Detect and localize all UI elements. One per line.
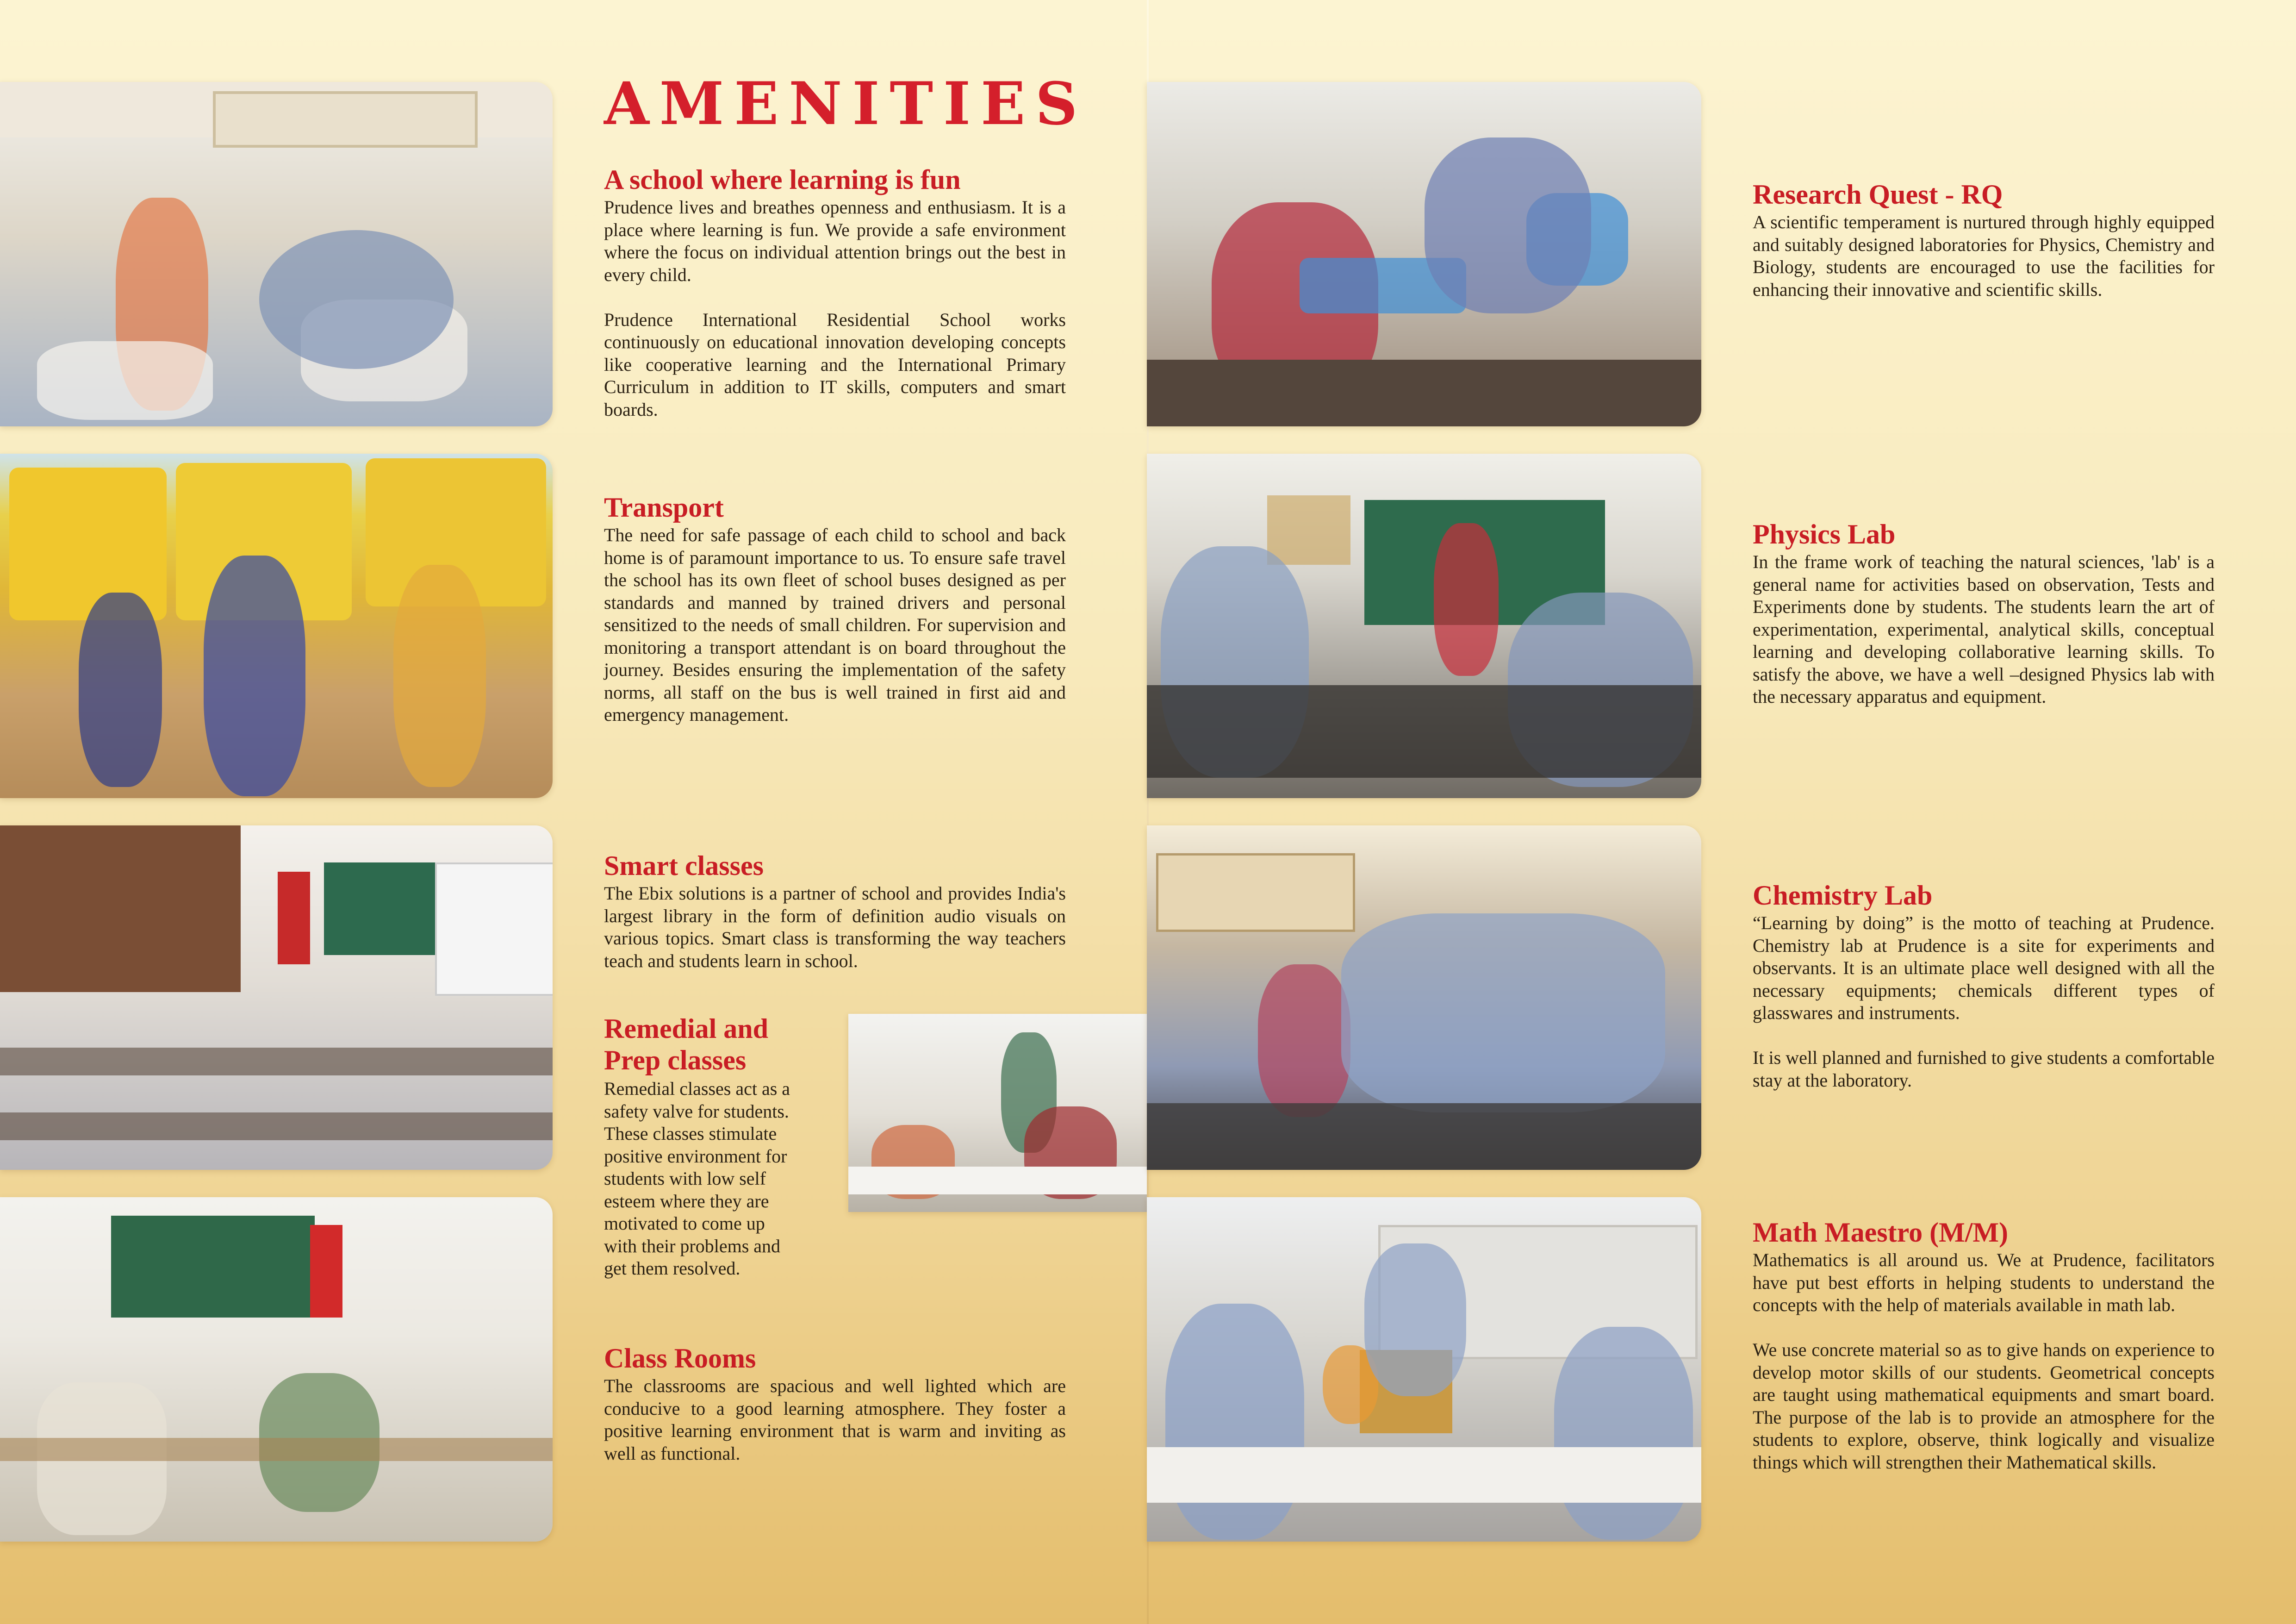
- math-lab-photo: [1147, 1197, 1701, 1542]
- learning-section-body: Prudence lives and breathes openness and enthusiasm. It is a place where learning is fun. We provide a safe environment where the focus on individual attention brings out the best in every child. Prudence International Residential School works continuously on educational innovation developing concepts like cooperative learning and the International Primary Curriculum in addition to IT skills, computers and smart boards.: [604, 197, 1066, 420]
- chemistry-lab-section-title: Chemistry Lab: [1753, 880, 1933, 911]
- transport-section-title: Transport: [604, 492, 724, 523]
- smart-classes-section-body: The Ebix solutions is a partner of school and provides India's largest library in the form of definition audio visuals on various topics. Smart class is transforming the way teachers teach and students learn in school.: [604, 883, 1066, 971]
- smart-classroom-photo: [0, 825, 553, 1170]
- transport-section-body: The need for safe passage of each child to school and back home is of paramount importance to us. To ensure safe travel the school has its own fleet of school buses designed as per standards and manned by trained drivers and personal sensitized to the needs of small children. For supervision and monitoring a transport attendant is on board throughout the journey. Besides ensuring the implementation of the safety norms, all staff on the bus is well trained in first aid and emergency management.: [604, 525, 1066, 725]
- research-quest-section-body: A scientific temperament is nurtured through highly equipped and suitably designed laboratories for Physics, Chemistry and Biology, students are encouraged to use the facilities for enhancing their innovative and scientific skills.: [1753, 212, 2215, 300]
- chemistry-lab-photo: [1147, 825, 1701, 1170]
- remedial-class-photo: [848, 1014, 1147, 1212]
- learning-section-title: A school where learning is fun: [604, 164, 961, 195]
- physics-lab-photo: [1147, 454, 1701, 798]
- physics-lab-section-title: Physics Lab: [1753, 519, 1896, 550]
- research-quest-section-title: Research Quest - RQ: [1753, 179, 2003, 210]
- classroom-rows-photo: [0, 1197, 553, 1542]
- math-maestro-section-title: Math Maestro (M/M): [1753, 1217, 2009, 1248]
- smart-classes-section-title: Smart classes: [604, 850, 764, 881]
- research-quest-photo: [1147, 82, 1701, 426]
- page-title: AMENITIES: [604, 69, 1088, 138]
- chemistry-lab-section-body: “Learning by doing” is the motto of teaching at Prudence. Chemistry lab at Prudence is a site for experiments and observants. It is an ultimate place well designed with all the necessary equipments; chemicals different types of glasswares and instruments. It is well planned and furnished to give students a comfortable stay at the laboratory.: [1753, 912, 2215, 1091]
- math-maestro-section-body: Mathematics is all around us. We at Prudence, facilitators have put best efforts in helping students to understand the concepts with the help of materials available in math lab. We use concrete material so as to give hands on experience to develop motor skills of our students. Geometrical concepts are taught using mathematical equipments and smart board. The purpose of the lab is to provide an atmosphere for the students to explore, observe, think logically and visualize things which will strengthen their Mathematical skills.: [1753, 1249, 2215, 1473]
- remedial-section-body: Remedial classes act as a safety valve for students. These classes stimulate positive environment for students with low self esteem where they are motivated to come up with their problems and get them resolved.: [604, 1078, 790, 1279]
- class-rooms-section-body: The classrooms are spacious and well lighted which are conducive to a good learning atmosphere. They foster a positive learning environment that is warm and inviting as well as functional.: [604, 1375, 1066, 1464]
- classroom-activity-photo: [0, 82, 553, 426]
- class-rooms-section-title: Class Rooms: [604, 1343, 756, 1374]
- school-bus-transport-photo: [0, 454, 553, 798]
- physics-lab-section-body: In the frame work of teaching the natural sciences, 'lab' is a general name for activities based on observation, Tests and Experiments done by students. The students learn the art of experimentation, experimental, analytical skills, conceptual learning and developing collaborative learning skills. To satisfy the above, we have a well –designed Physics lab with the necessary apparatus and equipment.: [1753, 551, 2215, 707]
- remedial-section-title: Remedial and Prep classes: [604, 1013, 769, 1075]
